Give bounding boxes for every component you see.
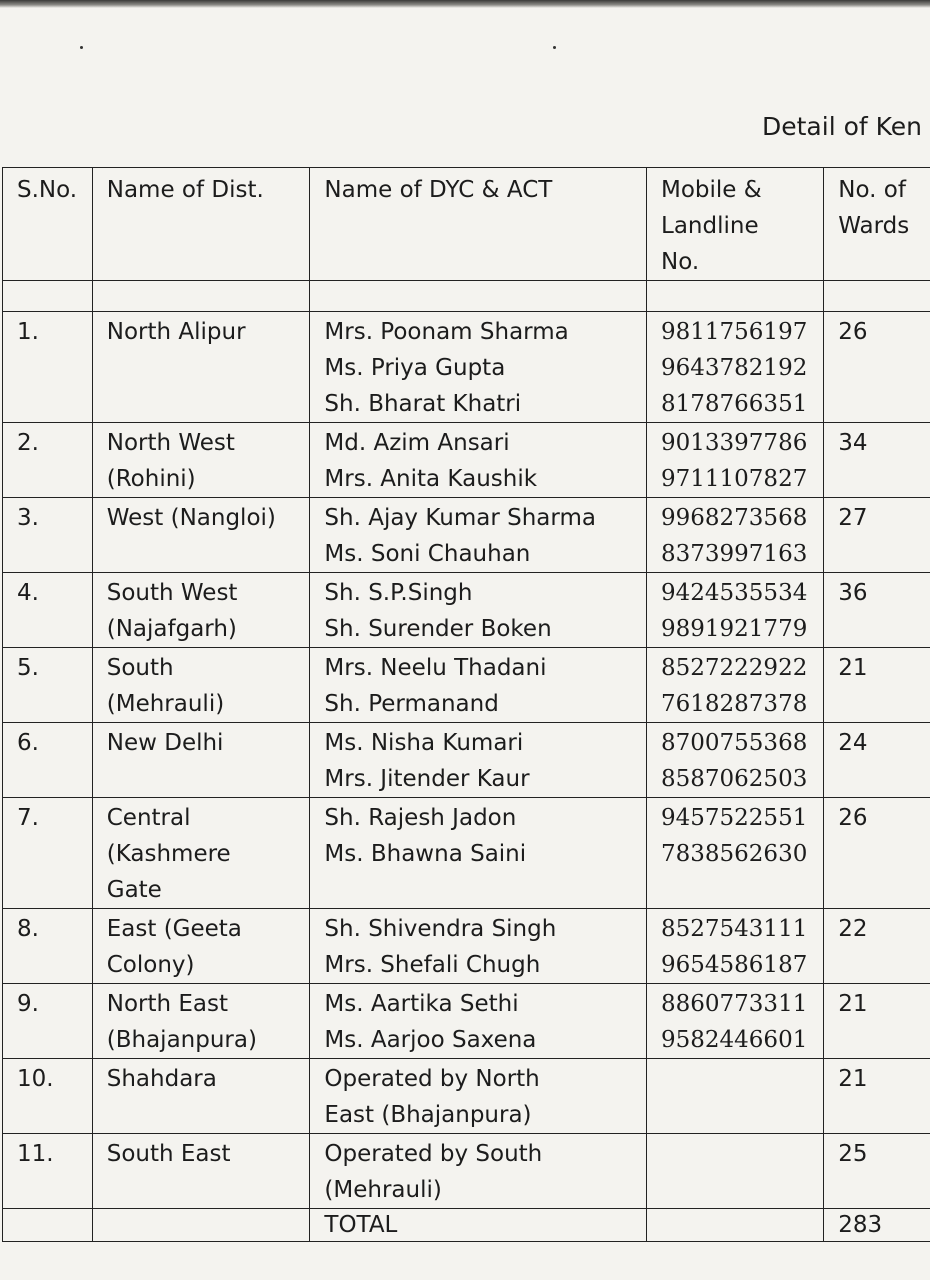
district-name-line: North West: [106, 430, 235, 456]
officer-name: Sh. S.P.Singh: [324, 580, 473, 606]
officer-name: Ms. Nisha Kumari: [324, 730, 524, 756]
serial-number-cell: 5.: [3, 648, 93, 723]
officer-name: Mrs. Jitender Kaur: [324, 766, 530, 792]
phone-number: 9424535534: [661, 580, 808, 606]
district-name-line: South East: [106, 1141, 231, 1167]
table-row: [3, 423, 930, 498]
officer-name: Sh. Shivendra Singh: [324, 916, 557, 942]
wards-count-cell: 36: [824, 573, 930, 648]
phone-numbers-cell: [647, 1134, 824, 1209]
wards-count-cell: 26: [824, 312, 930, 423]
officer-name: Operated by North: [324, 1066, 540, 1092]
district-name-line: Shahdara: [106, 1066, 217, 1092]
officer-name: Sh. Ajay Kumar Sharma: [324, 505, 596, 531]
header-mobile: [647, 168, 824, 281]
total-empty-cell: [92, 1209, 310, 1242]
officer-names-cell: [310, 423, 647, 498]
total-row: [3, 1209, 930, 1242]
phone-number: 8587062503: [661, 766, 808, 792]
header-names: Name of DYC & ACT: [310, 168, 647, 281]
header-mobile-line: No.: [661, 249, 700, 275]
table-row: [3, 1059, 930, 1134]
officer-name: East (Bhajanpura): [324, 1102, 532, 1128]
phone-numbers-cell: [647, 573, 824, 648]
district-name-line: North East: [106, 991, 229, 1017]
document-heading: Detail of Ken: [762, 112, 923, 141]
officer-names-cell: [310, 312, 647, 423]
district-name-line: (Rohini): [106, 466, 196, 492]
officer-names-cell: [310, 723, 647, 798]
phone-number: 9582446601: [661, 1027, 808, 1053]
wards-count-cell: 25: [824, 1134, 930, 1209]
wards-count-cell: 21: [824, 1059, 930, 1134]
district-contacts-table: [2, 167, 930, 1242]
officer-name: Sh. Rajesh Jadon: [324, 805, 517, 831]
phone-number: 8527222922: [661, 655, 808, 681]
page-top-edge: [0, 0, 930, 8]
phone-numbers-cell: [647, 1059, 824, 1134]
phone-number: 9013397786: [661, 430, 808, 456]
blank-cell: [92, 281, 310, 312]
district-cell: [92, 1134, 310, 1209]
blank-cell: [824, 281, 930, 312]
phone-number: 9968273568: [661, 505, 808, 531]
officer-names-cell: [310, 1134, 647, 1209]
district-name-line: North Alipur: [106, 319, 246, 345]
phone-numbers-cell: [647, 498, 824, 573]
serial-number-cell: 1.: [3, 312, 93, 423]
table-row: [3, 498, 930, 573]
phone-number: 8373997163: [661, 541, 808, 567]
officer-names-cell: [310, 798, 647, 909]
table-row: [3, 984, 930, 1059]
serial-number-cell: 9.: [3, 984, 93, 1059]
phone-number: 8527543111: [661, 916, 808, 942]
phone-numbers-cell: [647, 723, 824, 798]
total-label: TOTAL: [310, 1209, 647, 1242]
header-sno: S.No.: [3, 168, 93, 281]
district-cell: [92, 984, 310, 1059]
district-name-line: (Kashmere: [106, 841, 231, 867]
serial-number-cell: 3.: [3, 498, 93, 573]
wards-count-cell: 27: [824, 498, 930, 573]
phone-number: 9457522551: [661, 805, 808, 831]
table-row: [3, 798, 930, 909]
phone-number: 9643782192: [661, 355, 808, 381]
blank-cell: [3, 281, 93, 312]
officer-names-cell: [310, 984, 647, 1059]
officer-name: Ms. Aarjoo Saxena: [324, 1027, 537, 1053]
district-cell: [92, 648, 310, 723]
phone-number: 9711107827: [661, 466, 808, 492]
wards-count-cell: 21: [824, 984, 930, 1059]
header-wards-line: Wards: [838, 213, 910, 239]
serial-number-cell: 6.: [3, 723, 93, 798]
serial-number-cell: 7.: [3, 798, 93, 909]
district-cell: [92, 909, 310, 984]
district-name-line: Central: [106, 805, 191, 831]
phone-number: 7618287378: [661, 691, 808, 717]
district-name-line: East (Geeta: [106, 916, 242, 942]
total-empty-cell: [3, 1209, 93, 1242]
blank-cell: [647, 281, 824, 312]
district-cell: [92, 312, 310, 423]
district-name-line: (Najafgarh): [106, 616, 237, 642]
district-cell: [92, 498, 310, 573]
serial-number-cell: 2.: [3, 423, 93, 498]
phone-number: 9811756197: [661, 319, 808, 345]
phone-numbers-cell: [647, 423, 824, 498]
paper-speck: [553, 46, 556, 49]
wards-count-cell: 22: [824, 909, 930, 984]
serial-number-cell: 10.: [3, 1059, 93, 1134]
district-cell: [92, 1059, 310, 1134]
phone-number: 8178766351: [661, 391, 808, 417]
officer-names-cell: [310, 648, 647, 723]
officer-names-cell: [310, 909, 647, 984]
header-mobile-line: Mobile &: [661, 177, 762, 203]
wards-count-cell: 34: [824, 423, 930, 498]
officer-name: Mrs. Shefali Chugh: [324, 952, 541, 978]
phone-number: 8860773311: [661, 991, 808, 1017]
wards-count-cell: 24: [824, 723, 930, 798]
phone-number: 9654586187: [661, 952, 808, 978]
district-cell: [92, 423, 310, 498]
officer-name: (Mehrauli): [324, 1177, 442, 1203]
officer-names-cell: [310, 498, 647, 573]
wards-count-cell: 26: [824, 798, 930, 909]
phone-numbers-cell: [647, 984, 824, 1059]
wards-count-cell: 21: [824, 648, 930, 723]
total-wards: 283: [824, 1209, 930, 1242]
officer-names-cell: [310, 573, 647, 648]
officer-name: Mrs. Poonam Sharma: [324, 319, 569, 345]
header-district: Name of Dist.: [92, 168, 310, 281]
officer-name: Md. Azim Ansari: [324, 430, 510, 456]
serial-number-cell: 11.: [3, 1134, 93, 1209]
district-cell: [92, 723, 310, 798]
table-row: [3, 1134, 930, 1209]
district-cell: [92, 573, 310, 648]
phone-numbers-cell: [647, 909, 824, 984]
officer-name: Mrs. Neelu Thadani: [324, 655, 547, 681]
header-mobile-line: Landline: [661, 213, 759, 239]
paper-speck: [80, 46, 83, 49]
district-cell: [92, 798, 310, 909]
officer-name: Operated by South: [324, 1141, 543, 1167]
district-name-line: South: [106, 655, 174, 681]
officer-name: Sh. Bharat Khatri: [324, 391, 522, 417]
phone-number: 9891921779: [661, 616, 808, 642]
district-name-line: New Delhi: [106, 730, 224, 756]
header-wards: [824, 168, 930, 281]
table-row: [3, 573, 930, 648]
officer-name: Ms. Priya Gupta: [324, 355, 506, 381]
officer-name: Ms. Aartika Sethi: [324, 991, 519, 1017]
district-name-line: West (Nangloi): [106, 505, 276, 531]
blank-cell: [310, 281, 647, 312]
district-name-line: (Mehrauli): [106, 691, 225, 717]
phone-number: 7838562630: [661, 841, 808, 867]
officer-name: Mrs. Anita Kaushik: [324, 466, 538, 492]
officer-name: Ms. Bhawna Saini: [324, 841, 527, 867]
officer-name: Ms. Soni Chauhan: [324, 541, 531, 567]
total-empty-cell: [647, 1209, 824, 1242]
officer-name: Sh. Surender Boken: [324, 616, 552, 642]
table-row: [3, 312, 930, 423]
serial-number-cell: 8.: [3, 909, 93, 984]
officer-name: Sh. Permanand: [324, 691, 499, 717]
table-header-row: [3, 168, 930, 281]
serial-number-cell: 4.: [3, 573, 93, 648]
phone-numbers-cell: [647, 648, 824, 723]
table-row: [3, 648, 930, 723]
table-row: [3, 723, 930, 798]
district-name-line: (Bhajanpura): [106, 1027, 257, 1053]
district-name-line: Gate: [106, 877, 162, 903]
blank-spacer-row: [3, 281, 930, 312]
phone-number: 8700755368: [661, 730, 808, 756]
officer-names-cell: [310, 1059, 647, 1134]
phone-numbers-cell: [647, 312, 824, 423]
phone-numbers-cell: [647, 798, 824, 909]
district-name-line: Colony): [106, 952, 195, 978]
district-name-line: South West: [106, 580, 238, 606]
table-row: [3, 909, 930, 984]
header-wards-line: No. of: [838, 177, 906, 203]
